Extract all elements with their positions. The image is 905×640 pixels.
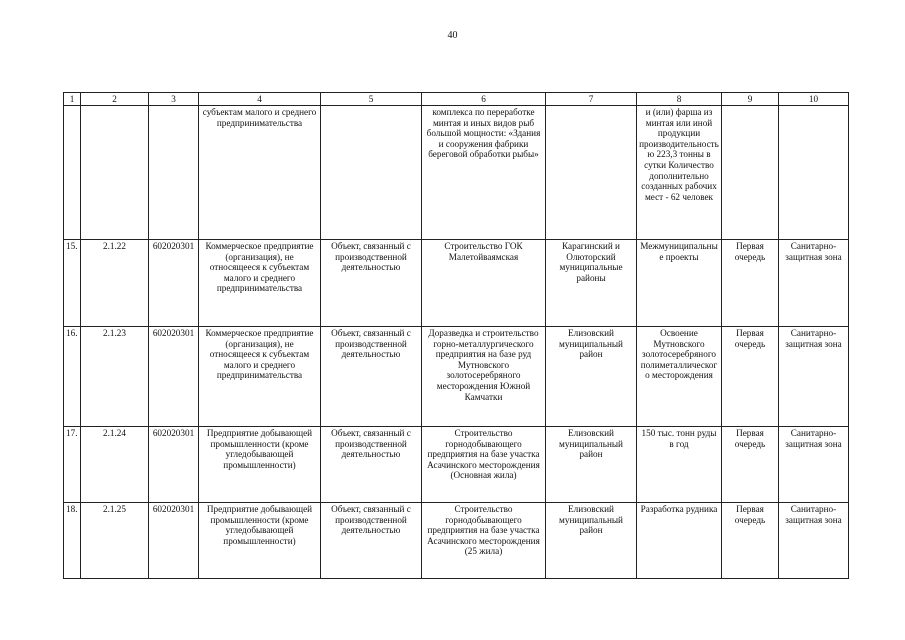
restriction-zone: Санитарно-защитная зона bbox=[779, 240, 849, 327]
table-row bbox=[64, 106, 849, 240]
table-row bbox=[64, 427, 849, 503]
column-header: 1 bbox=[64, 93, 81, 106]
okved-code: 602020301 bbox=[149, 327, 199, 427]
objects-table bbox=[63, 92, 849, 579]
owner-cell: Предприятие добывающей промышленности (кроме угледобывающей промышленности) bbox=[199, 503, 321, 579]
row-number bbox=[64, 106, 81, 240]
object-location bbox=[546, 106, 637, 240]
row-number: 15. bbox=[64, 240, 81, 327]
column-header: 10 bbox=[779, 93, 849, 106]
row-number: 18. bbox=[64, 503, 81, 579]
owner-cell: Коммерческое предприятие (организация), не относящееся к субъектам малого и среднего предпринимательства bbox=[199, 240, 321, 327]
object-name: Строительство горнодобывающего предприятия на базе участка Асачинского месторождения (Основная жила) bbox=[422, 427, 546, 503]
page-number: 40 bbox=[447, 30, 458, 41]
object-type bbox=[321, 106, 422, 240]
object-name: Доразведка и строительство горно-металлургического предприятия на базе руд Мутновского золотосеребряного месторождения Южной Камчатки bbox=[422, 327, 546, 427]
implementation-stage: Первая очередь bbox=[722, 240, 779, 327]
column-header: 2 bbox=[81, 93, 149, 106]
object-code: 2.1.24 bbox=[81, 427, 149, 503]
owner-cell: субъектам малого и среднего предпринимательства bbox=[199, 106, 321, 240]
object-type: Объект, связанный с производственной деятельностью bbox=[321, 327, 422, 427]
restriction-zone: Санитарно-защитная зона bbox=[779, 327, 849, 427]
object-name: комплекса по переработке минтая и иных видов рыб большой мощности: «Здания и сооружения фабрики береговой обработки рыбы» bbox=[422, 106, 546, 240]
object-characteristics: Освоение Мутновского золотосеребряного полиметаллического месторождения bbox=[637, 327, 722, 427]
object-location: Елизовский муниципальный район bbox=[546, 503, 637, 579]
table-row bbox=[64, 240, 849, 327]
column-header: 3 bbox=[149, 93, 199, 106]
row-number: 17. bbox=[64, 427, 81, 503]
object-code: 2.1.25 bbox=[81, 503, 149, 579]
okved-code: 602020301 bbox=[149, 503, 199, 579]
okved-code bbox=[149, 106, 199, 240]
implementation-stage: Первая очередь bbox=[722, 503, 779, 579]
owner-cell: Предприятие добывающей промышленности (кроме угледобывающей промышленности) bbox=[199, 427, 321, 503]
object-characteristics: Разработка рудника bbox=[637, 503, 722, 579]
okved-code: 602020301 bbox=[149, 240, 199, 327]
object-name: Строительство горнодобывающего предприятия на базе участка Асачинского месторождения (25 жила) bbox=[422, 503, 546, 579]
object-characteristics: Межмуниципальные проекты bbox=[637, 240, 722, 327]
object-characteristics: и (или) фарша из минтая или иной продукции производительностью 223,3 тонны в сутки Количество дополнительно созданных рабочих мест - 62 человек bbox=[637, 106, 722, 240]
column-header: 4 bbox=[199, 93, 321, 106]
column-header: 8 bbox=[637, 93, 722, 106]
object-code: 2.1.22 bbox=[81, 240, 149, 327]
table-row bbox=[64, 327, 849, 427]
object-location: Елизовский муниципальный район bbox=[546, 427, 637, 503]
header-row bbox=[64, 93, 849, 106]
object-type: Объект, связанный с производственной деятельностью bbox=[321, 427, 422, 503]
restriction-zone bbox=[779, 106, 849, 240]
object-characteristics: 150 тыс. тонн руды в год bbox=[637, 427, 722, 503]
restriction-zone: Санитарно-защитная зона bbox=[779, 503, 849, 579]
column-header: 9 bbox=[722, 93, 779, 106]
implementation-stage: Первая очередь bbox=[722, 327, 779, 427]
restriction-zone: Санитарно-защитная зона bbox=[779, 427, 849, 503]
implementation-stage: Первая очередь bbox=[722, 427, 779, 503]
row-number: 16. bbox=[64, 327, 81, 427]
object-location: Елизовский муниципальный район bbox=[546, 327, 637, 427]
object-type: Объект, связанный с производственной деятельностью bbox=[321, 240, 422, 327]
table-row bbox=[64, 503, 849, 579]
object-type: Объект, связанный с производственной деятельностью bbox=[321, 503, 422, 579]
implementation-stage bbox=[722, 106, 779, 240]
owner-cell: Коммерческое предприятие (организация), не относящееся к субъектам малого и среднего предпринимательства bbox=[199, 327, 321, 427]
column-header: 6 bbox=[422, 93, 546, 106]
object-code: 2.1.23 bbox=[81, 327, 149, 427]
okved-code: 602020301 bbox=[149, 427, 199, 503]
column-header: 7 bbox=[546, 93, 637, 106]
object-location: Карагинский и Олюторский муниципальные районы bbox=[546, 240, 637, 327]
object-code bbox=[81, 106, 149, 240]
object-name: Строительство ГОК Малетойваямская bbox=[422, 240, 546, 327]
column-header: 5 bbox=[321, 93, 422, 106]
